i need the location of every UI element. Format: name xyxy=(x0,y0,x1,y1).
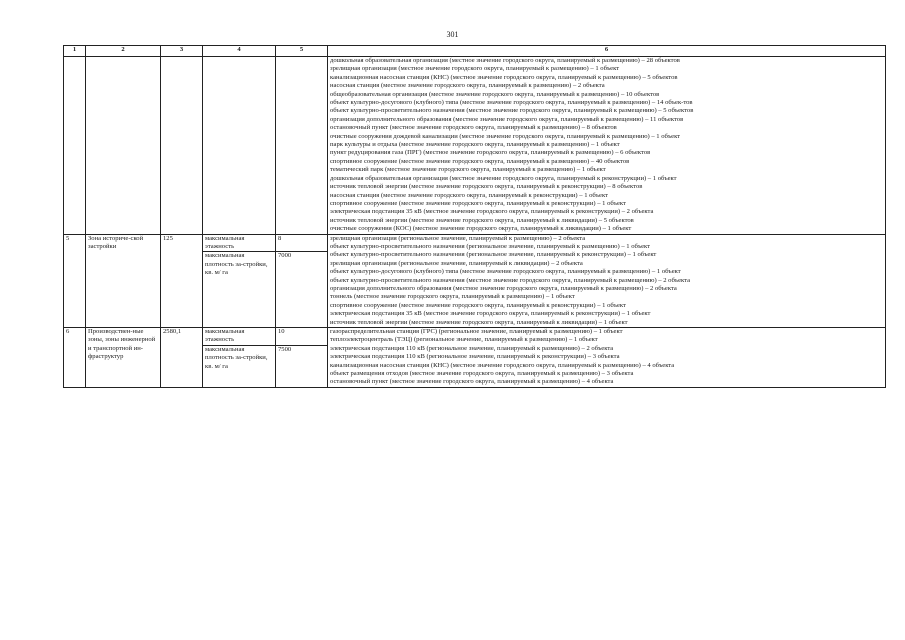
object-item: объект культурно-просветительного назначения (региональное значение, планируемый к реконструкции) – 1 объект xyxy=(330,251,657,259)
object-item: остановочный пункт (местное значение городского округа, планируемый к размещению) – 4 объекта xyxy=(330,378,614,386)
object-item: тематический парк (местное значение городского округа, планируемый к размещению) – 1 объект xyxy=(330,166,606,174)
page-number: 301 xyxy=(446,30,459,39)
object-item: электрическая подстанция 110 кВ (региональное значение, планируемый к реконструкции) – 3 объекта xyxy=(330,353,620,361)
object-item: канализационная насосная станция (КНС) (местное значение городского округа, планируемый к размещению) – 4 объекта xyxy=(330,361,675,369)
header-col-4: 4 xyxy=(203,46,276,57)
objects-cell xyxy=(328,234,886,327)
object-item: дошкольная образовательная организация (местное значение городского округа, планируемый к размещению) – 28 объектов xyxy=(330,57,680,64)
object-item: канализационная насосная станция (КНС) (местное значение городского округа, планируемый к размещению) – 5 объектов xyxy=(330,73,678,81)
object-item: организация дополнительного образования (местное значение городского округа, планируемый к размещению) – 2 объекта xyxy=(330,284,677,292)
param-names-cell xyxy=(203,328,276,388)
object-item: источник тепловой энергии (местное значение городского округа, планируемый к реконструкции) – 8 объектов xyxy=(330,183,643,191)
row-number: 6 xyxy=(64,328,86,388)
zone-name: Зона историче-ской застройки xyxy=(86,234,161,327)
object-item: объект культурно-просветительного назначения (местное значение городского округа, планируемый к размещению) – 5 объектов xyxy=(330,107,694,115)
object-item: очистные сооружения (КОС) (местное значение городского округа, планируемый к ликвидации) – 1 объект xyxy=(330,225,632,233)
object-item: спортивное сооружение (местное значение городского округа, планируемый к размещению) – 40 объектов xyxy=(330,157,630,165)
header-row xyxy=(64,46,886,57)
header-col-6: 6 xyxy=(328,46,886,57)
object-item: объект культурно-просветительного назначения (местное значение городского округа, планируемый к размещению) – 2 объекта xyxy=(330,276,691,284)
object-item: организация дополнительного образования (местное значение городского округа, планируемый к размещению) – 11 объектов xyxy=(330,115,684,123)
param-values-cell xyxy=(276,328,328,388)
object-item: зрелищная организация (местное значение городского округа, планируемый к размещению) – 1 объект xyxy=(330,65,620,73)
param-max-density: максимальная плотность за-стройки, кв. м/ га xyxy=(205,345,268,370)
object-item: тоннель (местное значение городского округа, планируемый к размещению) – 1 объект xyxy=(330,293,575,301)
zone-area: 125 xyxy=(161,234,203,327)
object-item: парк культуры и отдыха (местное значение городского округа, планируемый к размещению) – 1 объект xyxy=(330,141,620,149)
zone-name: Производствен-ные зоны, зоны инженерной и транспортной ин-фраструктур xyxy=(86,328,161,388)
table-row-continued xyxy=(64,57,886,235)
row-number: 5 xyxy=(64,234,86,327)
object-item: очистные сооружения дождевой канализации (местное значение городского округа, планируемый к размещению) – 1 объект xyxy=(330,132,681,140)
header-col-2: 2 xyxy=(86,46,161,57)
object-item: зрелищная организация (региональное значение, планируемый к размещению) – 2 объекта xyxy=(330,234,586,242)
header-col-3: 3 xyxy=(161,46,203,57)
table-row-zone-5 xyxy=(64,234,886,327)
object-item: объект культурно-просветительного назначения (региональное значение, планируемый к размещению) – 1 объект xyxy=(330,242,651,250)
object-item: дошкольная образовательная организация (местное значение городского округа, планируемый к реконструкции) – 1 объект xyxy=(330,174,677,182)
param-max-floors: максимальная этажность xyxy=(203,328,275,346)
object-item: пункт редуцирования газа (ПРГ) (местное значение городского округа, планируемый к размещению) – 6 объектов xyxy=(330,149,651,157)
zone-area: 2580,1 xyxy=(161,328,203,388)
param-names-cell xyxy=(203,234,276,327)
object-item: источник тепловой энергии (местное значение городского округа, планируемый к ликвидации) – 5 объектов xyxy=(330,216,634,224)
value-max-floors: 10 xyxy=(276,328,327,346)
object-item: насосная станция (местное значение городского округа, планируемый к размещению) – 2 объекта xyxy=(330,82,605,90)
object-item: теплоэлектроцентраль (ТЭЦ) (региональное значение, планируемый к размещению) – 1 объект xyxy=(330,336,598,344)
zones-table xyxy=(63,45,886,388)
object-item: объект культурно-досугового (клубного) типа (местное значение городского округа, планируемый к размещению) – 14 объек-тов xyxy=(330,99,693,107)
value-max-density: 7000 xyxy=(278,252,292,260)
param-max-floors: максимальная этажность xyxy=(203,235,275,253)
object-item: общеобразовательная организация (местное значение городского округа, планируемый к размещению) – 10 объектов xyxy=(330,90,660,98)
objects-cell xyxy=(328,328,886,388)
object-item: источник тепловой энергии (местное значение городского округа, планируемый к ликвидации) – 1 объект xyxy=(330,318,628,326)
object-item: объект культурно-досугового (клубного) типа (местное значение городского округа, планируемый к размещению) – 1 объект xyxy=(330,268,681,276)
param-max-density: максимальная плотность за-стройки, кв. м/ га xyxy=(205,252,268,277)
param-values-cell xyxy=(276,234,328,327)
object-item: электрическая подстанция 35 кВ (местное значение городского округа, планируемый к реконструкции) – 1 объект xyxy=(330,310,651,318)
object-item: объект размещения отходов (местное значение городского округа, планируемый к размещению) – 3 объекта xyxy=(330,370,634,378)
header-col-5: 5 xyxy=(276,46,328,57)
value-max-floors: 8 xyxy=(276,235,327,253)
table-row-zone-6 xyxy=(64,328,886,388)
object-item: электрическая подстанция 35 кВ (местное значение городского округа, планируемый к реконструкции) – 2 объекта xyxy=(330,208,654,216)
object-item: спортивное сооружение (местное значение городского округа, планируемый к реконструкции) – 1 объект xyxy=(330,301,626,309)
objects-cell xyxy=(328,57,886,235)
value-max-density: 7500 xyxy=(278,345,292,353)
object-item: газораспределительная станция (ГРС) (региональное значение, планируемый к размещению) – 1 объект xyxy=(330,328,623,335)
header-col-1: 1 xyxy=(64,46,86,57)
object-item: остановочный пункт (местное значение городского округа, планируемый к размещению) – 8 объектов xyxy=(330,124,617,132)
object-item: насосная станция (местное значение городского округа, планируемый к реконструкции) – 1 объект xyxy=(330,191,608,199)
object-item: спортивное сооружение (местное значение городского округа, планируемый к реконструкции) – 1 объект xyxy=(330,199,626,207)
object-item: зрелищная организация (региональное значение, планируемый к ликвидации) – 2 объекта xyxy=(330,259,583,267)
object-item: электрическая подстанция 110 кВ (региональное значение, планируемый к размещению) – 2 объекта xyxy=(330,344,614,352)
